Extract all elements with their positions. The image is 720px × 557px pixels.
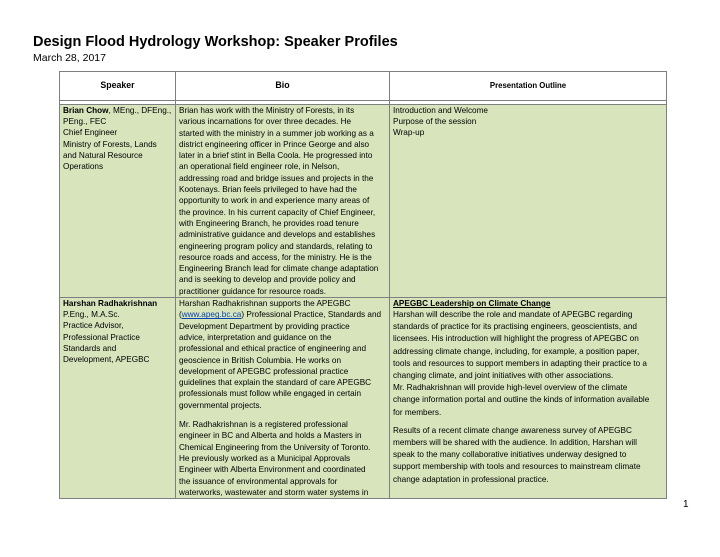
outline-line: tools and resources to support members in adapting their practice to a	[393, 358, 647, 368]
bio-line: Chemical Engineering from the University of Toronto.	[179, 442, 371, 452]
outline-line: changing climate, and joint initiatives with other associations.	[393, 371, 614, 381]
apegbc-link[interactable]: www.apeg.bc.ca	[181, 310, 242, 320]
bio-line: professionals must follow while engaged in certain	[179, 389, 362, 399]
bio-line: administrative guidance and develops and establishes	[179, 230, 376, 240]
bio-line: the province. In his current capacity of Chief Engineer,	[179, 207, 376, 217]
speaker-line: Development, APEGBC	[63, 355, 150, 365]
bio-line: Harshan Radhakrishnan supports the APEGBC	[179, 299, 351, 309]
outline-line: Mr. Radhakrishnan will provide high-level overview of the climate	[393, 383, 628, 393]
bio-line: started with the ministry in a summer job working as a	[179, 128, 374, 138]
bio-line: an operational field engineer role, in Nelson,	[179, 162, 340, 172]
outline-line: change adaptation in professional practice.	[393, 474, 549, 484]
outline-line: Harshan will describe the role and mandate of APEGBC regarding	[393, 310, 633, 320]
document-title: Design Flood Hydrology Workshop: Speaker Profiles	[33, 34, 398, 50]
speaker-line: Professional Practice	[63, 332, 140, 342]
bio-line: with Engineering Branch, he provides road tenure	[179, 218, 359, 228]
outline-line: licensees. His introduction will highlight the progress of APEGBC on	[393, 334, 639, 344]
outline-line: addressing climate change, including, for example, a position paper,	[393, 346, 640, 356]
bio-cell	[176, 298, 390, 499]
table-row	[60, 105, 667, 298]
bio-line: and is seeking to develop and provide policy and	[179, 275, 356, 285]
outline-cell	[390, 298, 667, 499]
bio-line: Development Department by providing practice	[179, 321, 350, 331]
outline-line: Introduction and Welcome	[393, 106, 488, 115]
outline-cell	[390, 105, 667, 298]
bio-line: various incarnations for over three decades. He	[179, 117, 352, 127]
outline-line: Results of a recent climate change awareness survey of APEGBC	[393, 425, 632, 435]
speaker-line: P.Eng., M.A.Sc.	[63, 310, 120, 320]
bio-line: development of APEGBC professional practice	[179, 366, 349, 376]
outline-line: Purpose of the session	[393, 117, 477, 127]
bio-line: He previously worked as a Municipal Approvals	[179, 453, 351, 463]
bio-line: professional and ethical practice of engineering and	[179, 344, 367, 354]
bio-line: addressing road and bridge issues and projects in the	[179, 173, 374, 183]
speaker-name: Harshan Radhakrishnan	[63, 299, 158, 309]
outline-line: standards of practice for its practising engineers, geoscientists, and	[393, 322, 637, 332]
bio-line: advice, interpretation and guidance on the	[179, 332, 332, 342]
bio-paren: (	[179, 310, 182, 320]
bio-line: resource roads and access, for the ministry. He is the	[179, 252, 372, 262]
speaker-line: PEng., FEC	[63, 117, 107, 127]
bio-line: waterworks, wastewater and storm water systems in	[179, 487, 369, 497]
speaker-line: Ministry of Forests, Lands	[63, 139, 157, 149]
outline-heading: APEGBC Leadership on Climate Change	[393, 299, 551, 309]
table-row	[60, 298, 667, 499]
speaker-table	[59, 71, 667, 499]
bio-line: Engineer with Alberta Environment and coordinated	[179, 465, 366, 475]
bio-cell	[176, 105, 390, 298]
document-date: March 28, 2017	[33, 52, 106, 64]
outline-line: for members.	[393, 407, 442, 417]
outline-line: Wrap-up	[393, 128, 425, 138]
speaker-cell	[60, 105, 176, 298]
bio-line: district engineering officer in Prince George and also	[179, 139, 370, 149]
outline-line: support membership with tools and resources to mainstream climate	[393, 462, 641, 472]
bio-line: Kootenays. Brian feels privileged to have had the	[179, 185, 357, 195]
outline-line: speak to the many collaborative initiatives underway designed to	[393, 450, 627, 460]
outline-line: members will be shared with the audience. In addition, Harshan will	[393, 438, 637, 448]
bio-line: engineer in BC and Alberta and holds a Masters in	[179, 431, 362, 441]
speaker-credentials: , MEng., DFEng.,	[108, 106, 172, 115]
bio-line: ) Professional Practice, Standards and	[241, 310, 382, 320]
speaker-line: and Natural Resource	[63, 150, 143, 160]
page-number: 1	[683, 499, 689, 510]
bio-line: guidelines that explain the standard of care APEGBC	[179, 378, 372, 388]
speaker-cell	[60, 298, 176, 499]
bio-line: later in a brief stint in Bella Coola. He progressed into	[179, 151, 373, 161]
bio-line: Mr. Radhakrishnan is a registered professional	[179, 420, 348, 430]
speaker-line: Practice Advisor,	[63, 321, 124, 331]
speaker-name: Brian Chow	[63, 106, 109, 115]
table-header-row	[60, 72, 667, 101]
bio-line: practitioner guidance for resource roads.	[179, 286, 326, 296]
bio-line: the issuance of environmental approvals for	[179, 476, 338, 486]
header-outline: Presentation Outline	[390, 72, 667, 101]
paragraph-gap	[179, 411, 386, 419]
bio-line: Engineering Branch lead for climate change adaptation	[179, 264, 379, 274]
bio-line: Brian has work with the Ministry of Forests, in its	[179, 106, 355, 115]
outline-line: change information portal and outline the kinds of information available	[393, 395, 650, 405]
bio-line: governmental projects.	[179, 400, 262, 410]
speaker-line: Chief Engineer	[63, 128, 118, 138]
bio-line: engineering program policy and standards, relating to	[179, 241, 373, 251]
bio-line: opportunity to work in and experience many areas of	[179, 196, 370, 206]
header-speaker: Speaker	[60, 72, 176, 101]
speaker-line: Standards and	[63, 343, 117, 353]
header-bio: Bio	[176, 72, 390, 101]
bio-line: geoscience in British Columbia. He works on	[179, 355, 342, 365]
speaker-line: Operations	[63, 162, 104, 172]
